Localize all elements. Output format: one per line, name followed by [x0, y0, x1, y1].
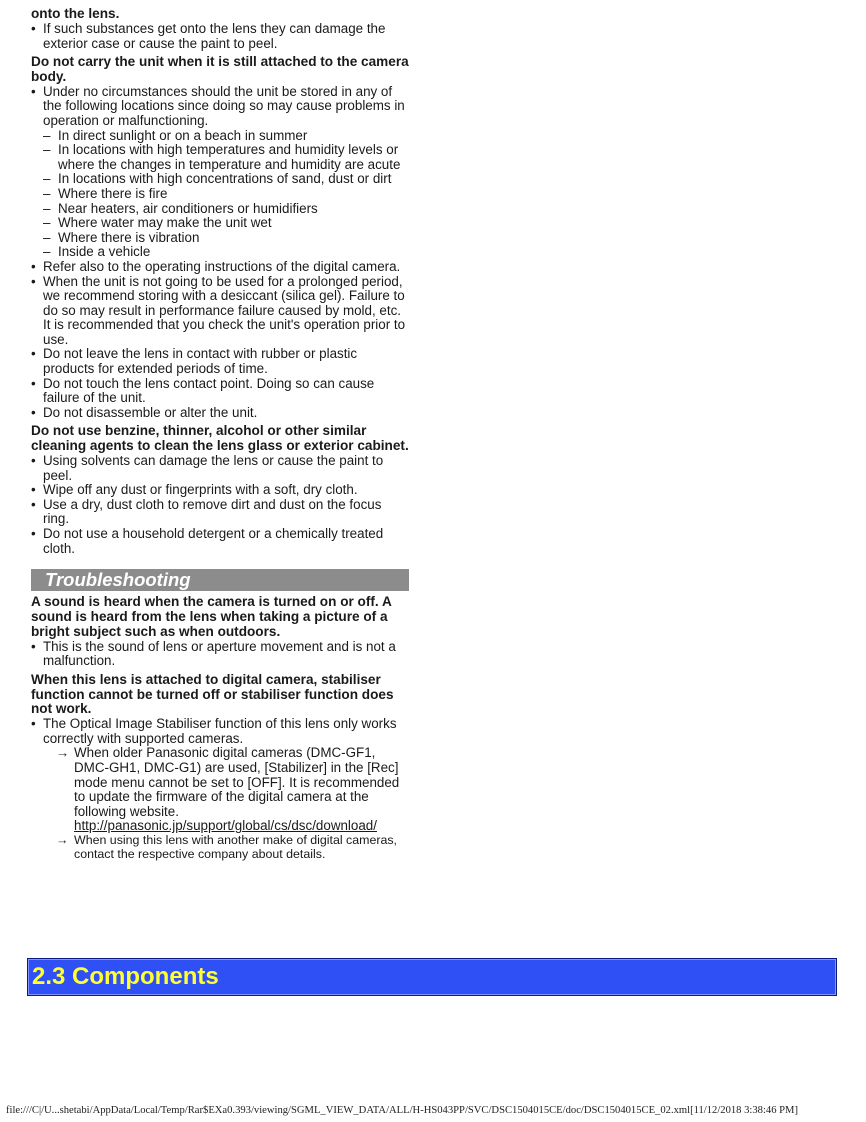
bullet-item: • Do not disassemble or alter the unit.	[31, 406, 409, 421]
arrow-item	[31, 834, 409, 861]
bold-heading: When this lens is attached to digital camera, stabiliser function cannot be turned off or stabiliser function does not work.	[31, 671, 394, 717]
dash-item: – Inside a vehicle	[31, 245, 409, 260]
bullet-item: • Under no circumstances should the unit be stored in any of the following locations since doing so may cause problems in operation or malfunctioning.	[31, 85, 409, 129]
bullet-item: • When the unit is not going to be used for a prolonged period, we recommend storing with a desiccant (silica gel). Failure to do so may result in performance failure caused by mold, etc. It is recommended that you check the unit's operation prior to use.	[31, 275, 409, 348]
bold-heading: Do not use benzine, thinner, alcohol or other similar cleaning agents to clean the lens glass or exterior cabinet.	[31, 423, 409, 454]
cut-off-line: onto the lens.	[31, 6, 120, 21]
dash-item: – Where there is vibration	[31, 231, 409, 246]
cut-off-text	[31, 0, 409, 22]
bullet-item: • Use a dry, dust cloth to remove dirt and dust on the focus ring.	[31, 498, 409, 527]
dash-item: – Near heaters, air conditioners or humidifiers	[31, 202, 409, 217]
dash-item: – In locations with high temperatures and humidity levels or where the changes in temperature and humidity are acute	[31, 143, 409, 172]
section-header-bar	[27, 958, 837, 996]
bold-heading: Do not carry the unit when it is still attached to the camera body.	[31, 54, 409, 84]
bullet-item: • Wipe off any dust or fingerprints with a soft, dry cloth.	[31, 483, 409, 498]
dash-item: – In direct sunlight or on a beach in summer	[31, 129, 409, 144]
bullet-item: • The Optical Image Stabiliser function of this lens only works correctly with supported cameras.	[31, 717, 409, 746]
bullet-item: • Using solvents can damage the lens or cause the paint to peel.	[31, 454, 409, 483]
dash-item: – Where there is fire	[31, 187, 409, 202]
bold-heading: A sound is heard when the camera is turned on or off. A sound is heard from the lens when taking a picture of a bright subject such as when outdoors.	[31, 594, 392, 639]
arrow-item-text: When using this lens with another make of digital cameras, contact the respective company about details.	[74, 832, 398, 861]
bullet-item: • Do not touch the lens contact point. Doing so can cause failure of the unit.	[31, 377, 409, 406]
bullet-item: • If such substances get onto the lens they can damage the exterior case or cause the paint to peel.	[31, 22, 409, 51]
arrow-item-text: When older Panasonic digital cameras (DMC-GF1, DMC-GH1, DMC-G1) are used, [Stabilizer] in the [Rec] mode menu cannot be set to [OFF]. It is recommended to update the firmware of the digital camera at the following website.	[74, 745, 400, 819]
bullet-item: • This is the sound of lens or aperture movement and is not a malfunction.	[31, 640, 409, 669]
arrow-item	[31, 746, 409, 819]
download-link[interactable]: http://panasonic.jp/support/global/cs/dsc/download/	[74, 818, 377, 834]
dash-item: – In locations with high concentrations of sand, dust or dirt	[31, 172, 409, 187]
dash-item: – Where water may make the unit wet	[31, 216, 409, 231]
troubleshooting-heading: Troubleshooting	[31, 569, 409, 591]
body-column	[31, 22, 409, 861]
bullet-item: • Refer also to the operating instructions of the digital camera.	[31, 260, 409, 275]
arrow-icon: →	[56, 832, 69, 847]
file-path-footer: file:///C|/U...shetabi/AppData/Local/Temp/Rar$EXa0.393/viewing/SGML_VIEW_DATA/ALL/H-HS043PP/SVC/DSC1504015CE/doc/DSC1504015CE_02.xml[11/12/2018 3:38:46 PM]	[6, 1105, 798, 1116]
arrow-icon: →	[56, 745, 70, 761]
bullet-item: • Do not leave the lens in contact with rubber or plastic products for extended periods of time.	[31, 347, 409, 376]
bullet-item: • Do not use a household detergent or a chemically treated cloth.	[31, 527, 409, 556]
link-line	[31, 819, 409, 834]
section-title: 2.3 Components	[32, 963, 219, 990]
